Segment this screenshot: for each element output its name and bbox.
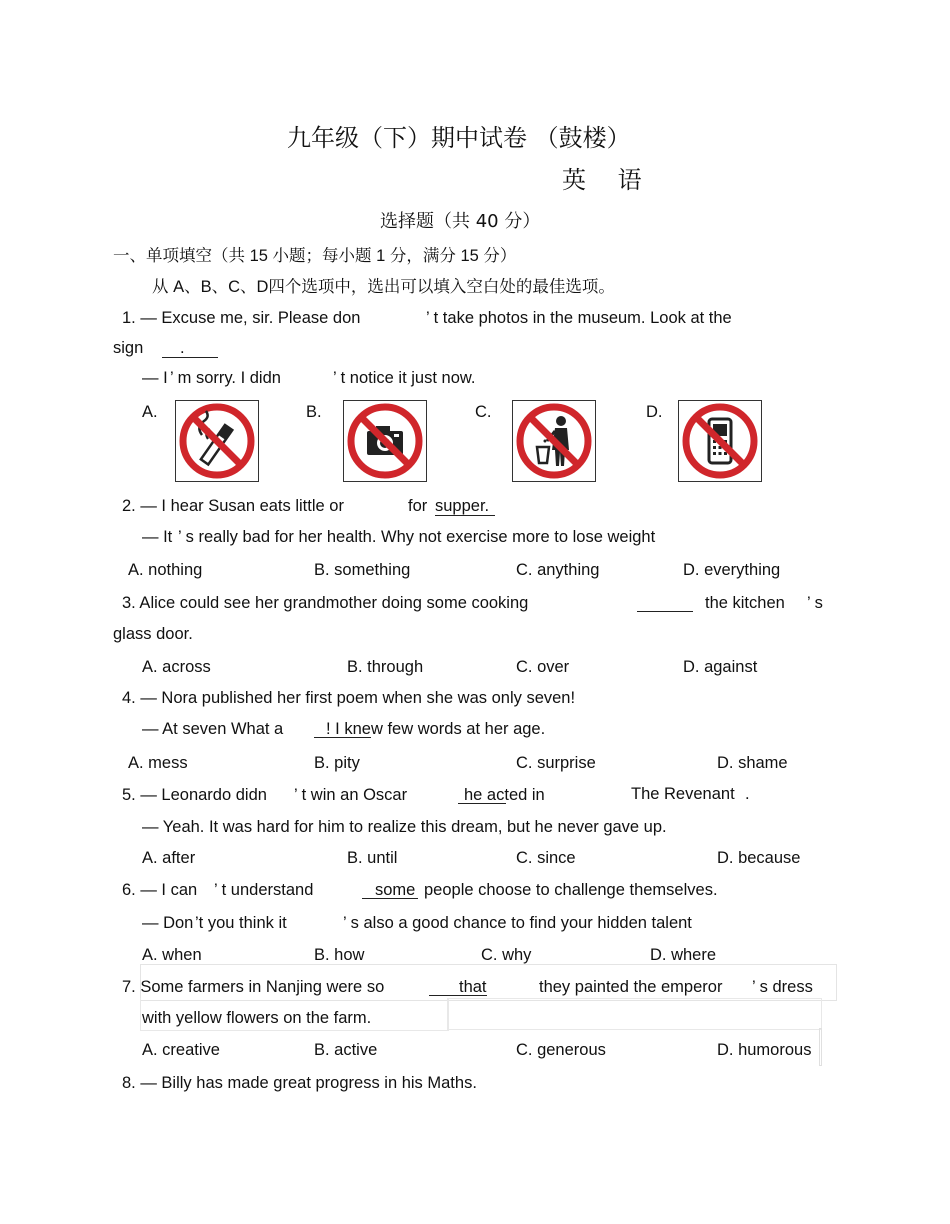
part1-heading: 一、单项填空（共 15 小题；每小题 1 分，满分 15 分） [113,247,517,265]
q4-text: 4. — Nora published her first poem when she was only seven! [122,689,576,707]
q2-option-b: B. something [314,561,411,579]
q2-option-a: A. nothing [128,561,203,579]
no-smoking-sign-icon [175,400,259,482]
q6-reply-b: ’t you think it [195,914,287,932]
q2-reply-b: ’ s really bad for her health. Why not exercise more to lose weight [178,528,656,546]
q2-option-c: C. anything [516,561,600,579]
q3-answer-blank [637,593,693,612]
q3-text-d: glass door. [113,625,193,643]
q4-reply-a: — At seven What a [142,720,284,738]
q1-answer-blank [162,338,218,358]
q6-option-d: D. where [650,946,717,964]
q6-text-b: ’ t understand [214,881,314,899]
q5-period: . [745,785,750,803]
q3-option-d: D. against [683,658,758,676]
scan-artifact-box [447,998,822,1030]
no-littering-sign-icon [512,400,596,482]
q6-reply-c: ’ s also a good chance to find your hidden talent [343,914,692,932]
q7-option-b: B. active [314,1041,378,1059]
q1-text-a: 1. — Excuse me, sir. Please don [122,309,361,327]
q4-option-c: C. surprise [516,754,596,772]
no-photography-sign-icon [343,400,427,482]
q2-text-b: for [408,497,428,515]
q5-text-a: 5. — Leonardo didn [122,786,267,804]
q6-text-d: people choose to challenge themselves. [424,881,718,899]
q3-option-b: B. through [347,658,424,676]
q6-reply-a: — Don [142,914,194,932]
q1-option-d-label: D. [646,403,663,421]
q7-text-f: with yellow flowers on the farm. [142,1009,372,1027]
q2-reply-a: — It [142,528,173,546]
q2-option-d: D. everything [683,561,781,579]
q5-text-c: he acted in [464,786,545,804]
section-title: 选择题（共 40 分） [380,211,541,232]
q6-option-a: A. when [142,946,202,964]
q3-text-b: the kitchen [705,594,785,612]
q3-text-a: 3. Alice could see her grandmother doing some cooking [122,594,529,612]
q7-option-c: C. generous [516,1041,606,1059]
q1-reply-b: ’ m sorry. I didn [170,369,281,387]
q4-option-b: B. pity [314,754,360,772]
no-mobile-phone-sign-icon [678,400,762,482]
q4-option-d: D. shame [717,754,788,772]
q3-option-a: A. across [142,658,211,676]
q5-option-d: D. because [717,849,801,867]
q7-text-c: that [459,978,487,996]
q2-text-a: 2. — I hear Susan eats little or [122,497,344,515]
q1-option-c-label: C. [475,403,492,421]
q5-option-c: C. since [516,849,576,867]
q1-sign-word: sign [113,339,144,357]
q4-option-a: A. mess [128,754,188,772]
q7-text-b: farmers in Nanjing were so [188,978,385,996]
q1-reply-c: ’ t notice it just now. [333,369,476,387]
q6-text-a: 6. — I can [122,881,198,899]
scan-artifact-line [819,1028,822,1066]
q1-period: . [180,339,185,357]
q3-text-c: ’ s [807,594,823,612]
q7-text-e: ’ s dress [752,978,813,996]
q5-movie-title: The Revenant [631,785,735,803]
q1-text-b: ’ t take photos in the museum. Look at the [426,309,732,327]
q1-reply-a: — I [142,369,168,387]
q5-option-a: A. after [142,849,196,867]
q6-option-b: B. how [314,946,365,964]
q4-reply-b: ! I knew few words at her age. [326,720,546,738]
q6-text-c: some [375,881,416,899]
q7-option-d: D. humorous [717,1041,812,1059]
q1-option-a-label: A. [142,403,158,421]
q2-text-c: supper. [435,496,495,516]
q5-text-b: ’ t win an Oscar [294,786,408,804]
part1-instruction: 从 A、B、C、D四个选项中，选出可以填入空白处的最佳选项。 [152,278,615,296]
q3-option-c: C. over [516,658,570,676]
q8-text: 8. — Billy has made great progress in his Maths. [122,1074,477,1092]
q5-option-b: B. until [347,849,398,867]
q7-text-a: 7. Some [122,978,184,996]
q7-option-a: A. creative [142,1041,220,1059]
q1-option-b-label: B. [306,403,322,421]
q5-reply: — Yeah. It was hard for him to realize this dream, but he never gave up. [142,818,667,836]
subject-title: 英 语 [562,166,642,194]
q6-option-c: C. why [481,946,532,964]
exam-title: 九年级（下）期中试卷 （鼓楼） [287,124,631,152]
q7-text-d: they painted the emperor [539,978,723,996]
